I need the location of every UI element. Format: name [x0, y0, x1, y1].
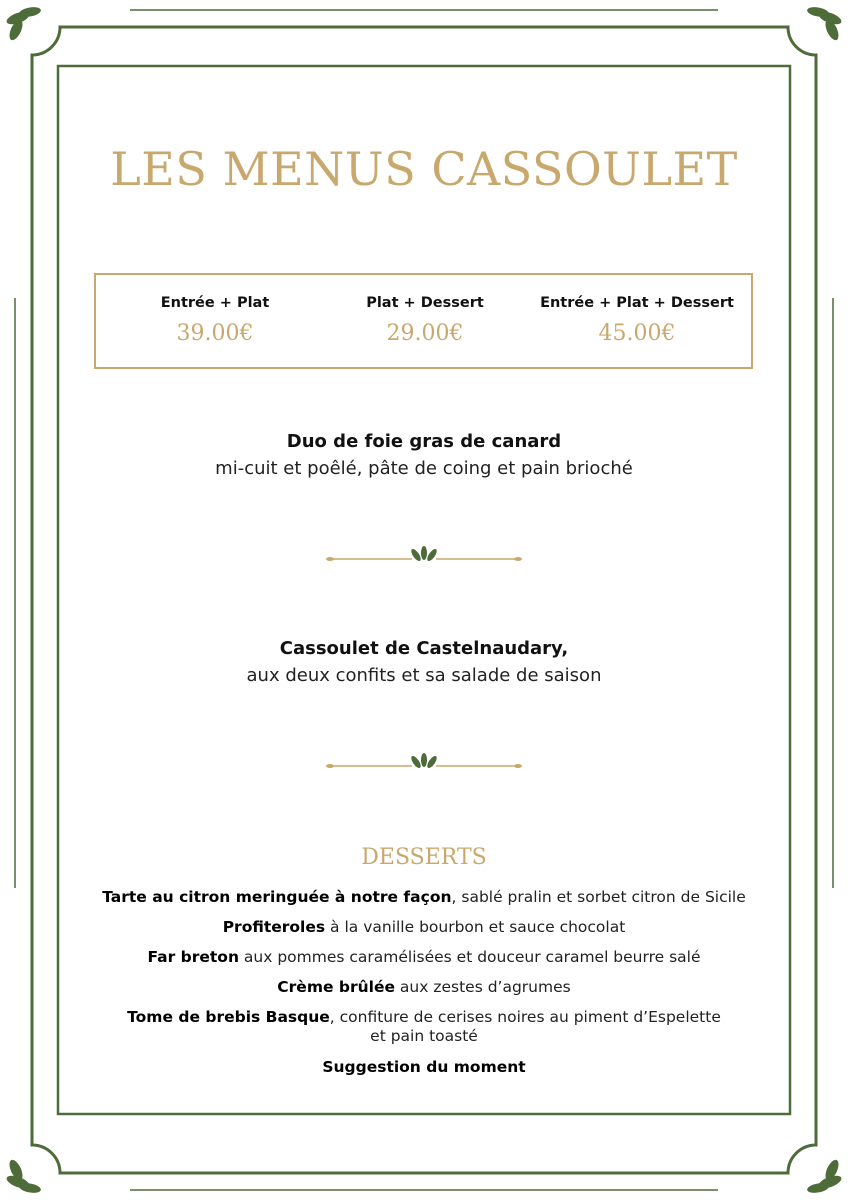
dessert-item: [0, 1058, 848, 1077]
dessert-description: aux zestes d’agrumes: [394, 978, 571, 996]
dish-name: Cassoulet de Castelnaudary,: [279, 638, 569, 659]
formula-price-box: [94, 273, 753, 369]
dessert-description-line2: et pain toasté: [370, 1027, 478, 1045]
dessert-item: [0, 1008, 848, 1046]
dessert-name: Tarte au citron meringuée à notre façon: [102, 888, 452, 906]
dessert-item: [0, 918, 848, 937]
formula-label: Plat + Dessert: [366, 295, 484, 311]
dish-description: aux deux confits et sa salade de saison: [246, 665, 602, 686]
formula-price: 45.00€: [598, 321, 676, 346]
dessert-name: Crème brûlée: [277, 978, 395, 996]
dessert-item: [0, 948, 848, 967]
desserts-heading: DESSERTS: [361, 845, 487, 870]
dessert-name: Suggestion du moment: [322, 1058, 526, 1076]
formula-plat-dessert: [315, 295, 535, 346]
dessert-name: Profiteroles: [222, 918, 326, 936]
formula-complete: [527, 295, 747, 346]
dessert-description: à la vanille bourbon et sauce chocolat: [325, 918, 626, 936]
dessert-name: Far breton: [147, 948, 239, 966]
dessert-description: aux pommes caramélisées et douceur caramel beurre salé: [238, 948, 701, 966]
formula-price: 29.00€: [386, 321, 464, 346]
dessert-description: , confiture de cerises noires au piment d’Espelette: [329, 1008, 721, 1026]
dish-name: Duo de foie gras de canard: [286, 431, 562, 452]
dessert-item: [0, 888, 848, 907]
dessert-item: [0, 978, 848, 997]
formula-price: 39.00€: [176, 321, 254, 346]
dish-description: mi-cuit et poêlé, pâte de coing et pain brioché: [215, 458, 633, 479]
main-dish: [0, 638, 848, 686]
page-title: LES MENUS CASSOULET: [110, 142, 738, 196]
dessert-description: , sablé pralin et sorbet citron de Sicile: [451, 888, 746, 906]
formula-label: Entrée + Plat: [160, 295, 270, 311]
formula-entree-plat: [105, 295, 325, 346]
starter-dish: [0, 431, 848, 479]
dessert-name: Tome de brebis Basque: [127, 1008, 330, 1026]
formula-label: Entrée + Plat + Dessert: [540, 295, 734, 311]
